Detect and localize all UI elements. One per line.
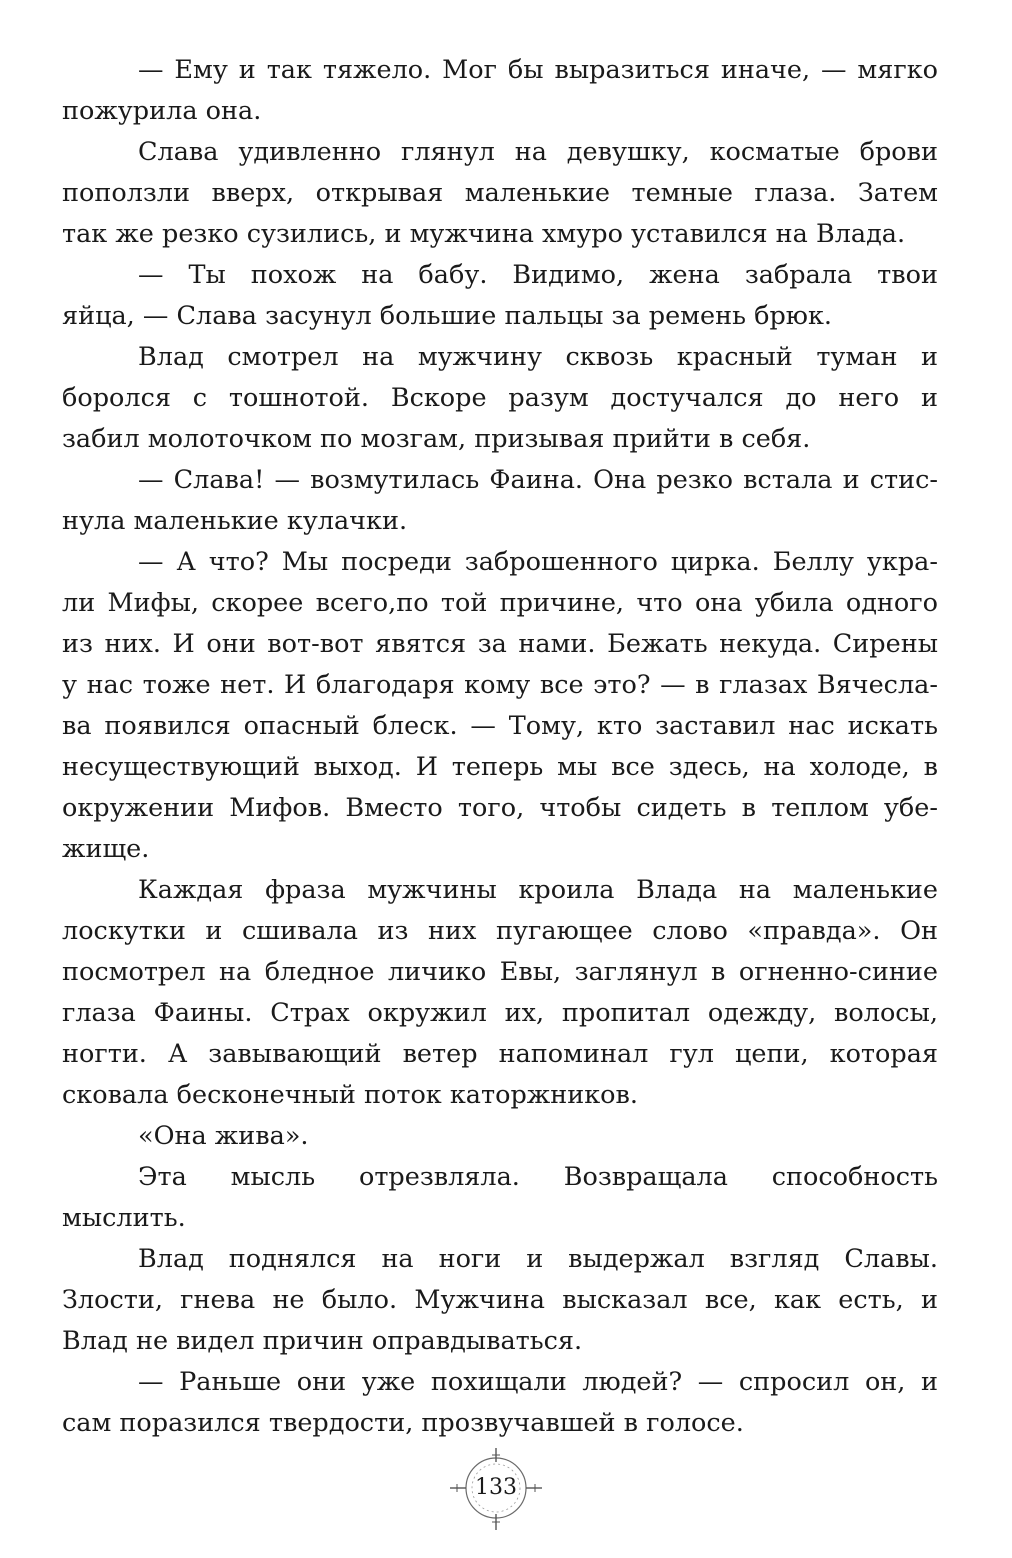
text-line: — Раньше они уже похищали людей? — спросил он, и	[138, 1367, 938, 1397]
text-line: Злости, гнева не было. Мужчина высказал все, как есть, и	[62, 1285, 938, 1315]
text-line: Слава удивленно глянул на девушку, косматые брови	[138, 137, 938, 167]
text-line: Каждая фраза мужчины кроила Влада на маленькие	[138, 875, 938, 905]
text-line: сковала бесконечный поток каторжников.	[62, 1080, 638, 1110]
text-line: яйца, — Слава засунул большие пальцы за ремень брюк.	[62, 301, 833, 331]
book-page-text	[62, 50, 938, 1444]
text-line: боролся с тошнотой. Вскоре разум достучался до него и	[62, 383, 938, 413]
text-line: «Она жива».	[138, 1121, 309, 1151]
text-line: Эта мысль отрезвляла. Возвращала способность	[138, 1162, 938, 1192]
text-line: — Ему и так тяжело. Мог бы выразиться иначе, — мягко	[138, 55, 938, 85]
text-line: жище.	[62, 834, 150, 864]
text-line: сам поразился твердости, прозвучавшей в голосе.	[62, 1408, 744, 1438]
text-line: посмотрел на бледное личико Евы, заглянул в огненно-синие	[62, 957, 938, 987]
text-line: из них. И они вот-вот явятся за нами. Бежать некуда. Сирены	[62, 629, 938, 659]
page-number: 133	[475, 1475, 517, 1500]
text-line: — Ты похож на бабу. Видимо, жена забрала твои	[138, 260, 938, 290]
text-line: ва появился опасный блеск. — Тому, кто заставил нас искать	[62, 711, 938, 741]
text-line: нула маленькие кулачки.	[62, 506, 408, 536]
text-line: забил молоточком по мозгам, призывая прийти в себя.	[62, 424, 811, 454]
page-number-ornament	[446, 1446, 546, 1532]
text-line: лоскутки и сшивала из них пугающее слово «правда». Он	[62, 916, 938, 946]
text-line: — Слава! — возмутилась Фаина. Она резко встала и стис-	[138, 465, 938, 495]
text-line: у нас тоже нет. И благодаря кому все это? — в глазах Вячесла-	[62, 670, 938, 700]
text-line: Влад не видел причин оправдываться.	[62, 1326, 583, 1356]
text-line: ногти. А завывающий ветер напоминал гул цепи, которая	[62, 1039, 938, 1069]
text-line: ли Мифы, скорее всего,по той причине, что она убила одного	[62, 588, 938, 618]
text-line: Влад поднялся на ноги и выдержал взгляд Славы.	[138, 1244, 938, 1274]
text-line: мыслить.	[62, 1203, 186, 1233]
text-line: несуществующий выход. И теперь мы все здесь, на холоде, в	[62, 752, 938, 782]
text-line: пожурила она.	[62, 96, 262, 126]
text-line: окружении Мифов. Вместо того, чтобы сидеть в теплом убе-	[62, 793, 938, 823]
text-line: поползли вверх, открывая маленькие темные глаза. Затем	[62, 178, 938, 208]
text-line: глаза Фаины. Страх окружил их, пропитал одежду, волосы,	[62, 998, 938, 1028]
text-line: так же резко сузились, и мужчина хмуро уставился на Влада.	[62, 219, 906, 249]
text-line: Влад смотрел на мужчину сквозь красный туман и	[138, 342, 938, 372]
text-line: — А что? Мы посреди заброшенного цирка. Беллу укра-	[138, 547, 938, 577]
